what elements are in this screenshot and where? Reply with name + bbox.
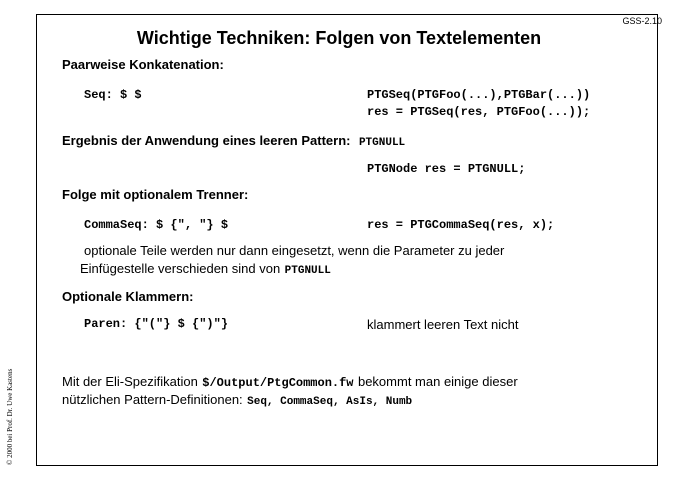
note-line2-row xyxy=(80,260,331,278)
footer-line1-pre: Mit der Eli-Spezifikation xyxy=(62,374,198,389)
note-line1: optionale Teile werden nur dann eingesetzt, wenn die Parameter zu jeder xyxy=(84,243,505,258)
heading-concat: Paarweise Konkatenation: xyxy=(62,57,224,72)
page-title: Wichtige Techniken: Folgen von Textelementen xyxy=(136,28,542,48)
code-seq: Seq: $ $ xyxy=(84,88,142,102)
code-ptgseq-call: PTGSeq(PTGFoo(...),PTGBar(...)) xyxy=(367,88,591,102)
copyright-notice: © 2000 bei Prof. Dr. Uwe Kastens xyxy=(6,368,14,465)
text-brackets-note: klammert leeren Text nicht xyxy=(367,317,519,332)
heading-brackets: Optionale Klammern: xyxy=(62,289,194,304)
footer-line2-pre: nützlichen Pattern-Definitionen: xyxy=(62,392,243,407)
footer-line1-code: $/Output/PtgCommon.fw xyxy=(202,376,354,390)
heading-empty-code: PTGNULL xyxy=(358,137,406,149)
footer-line2-code: Seq, CommaSeq, AsIs, Numb xyxy=(247,396,413,408)
code-paren: Paren: {"("} $ {")"} xyxy=(84,317,229,331)
note-line2: Einfügestelle verschieden sind von xyxy=(80,261,281,276)
heading-separator: Folge mit optionalem Trenner: xyxy=(62,187,249,202)
code-res-assign: res = PTGSeq(res, PTGFoo(...)); xyxy=(367,105,591,119)
footer-line1-post: bekommt man einige dieser xyxy=(357,374,518,389)
code-ptgnode: PTGNode res = PTGNULL; xyxy=(367,162,526,176)
page-id: GSS-2.10 xyxy=(622,16,662,26)
footer-line1 xyxy=(62,373,518,391)
code-commaseq-call: res = PTGCommaSeq(res, x); xyxy=(367,218,555,232)
code-commaseq: CommaSeq: $ {", "} $ xyxy=(84,218,229,232)
heading-empty-row xyxy=(62,132,405,150)
note-code: PTGNULL xyxy=(284,265,331,277)
footer-line2 xyxy=(62,391,412,409)
heading-empty: Ergebnis der Anwendung eines leeren Pattern: xyxy=(62,133,351,148)
